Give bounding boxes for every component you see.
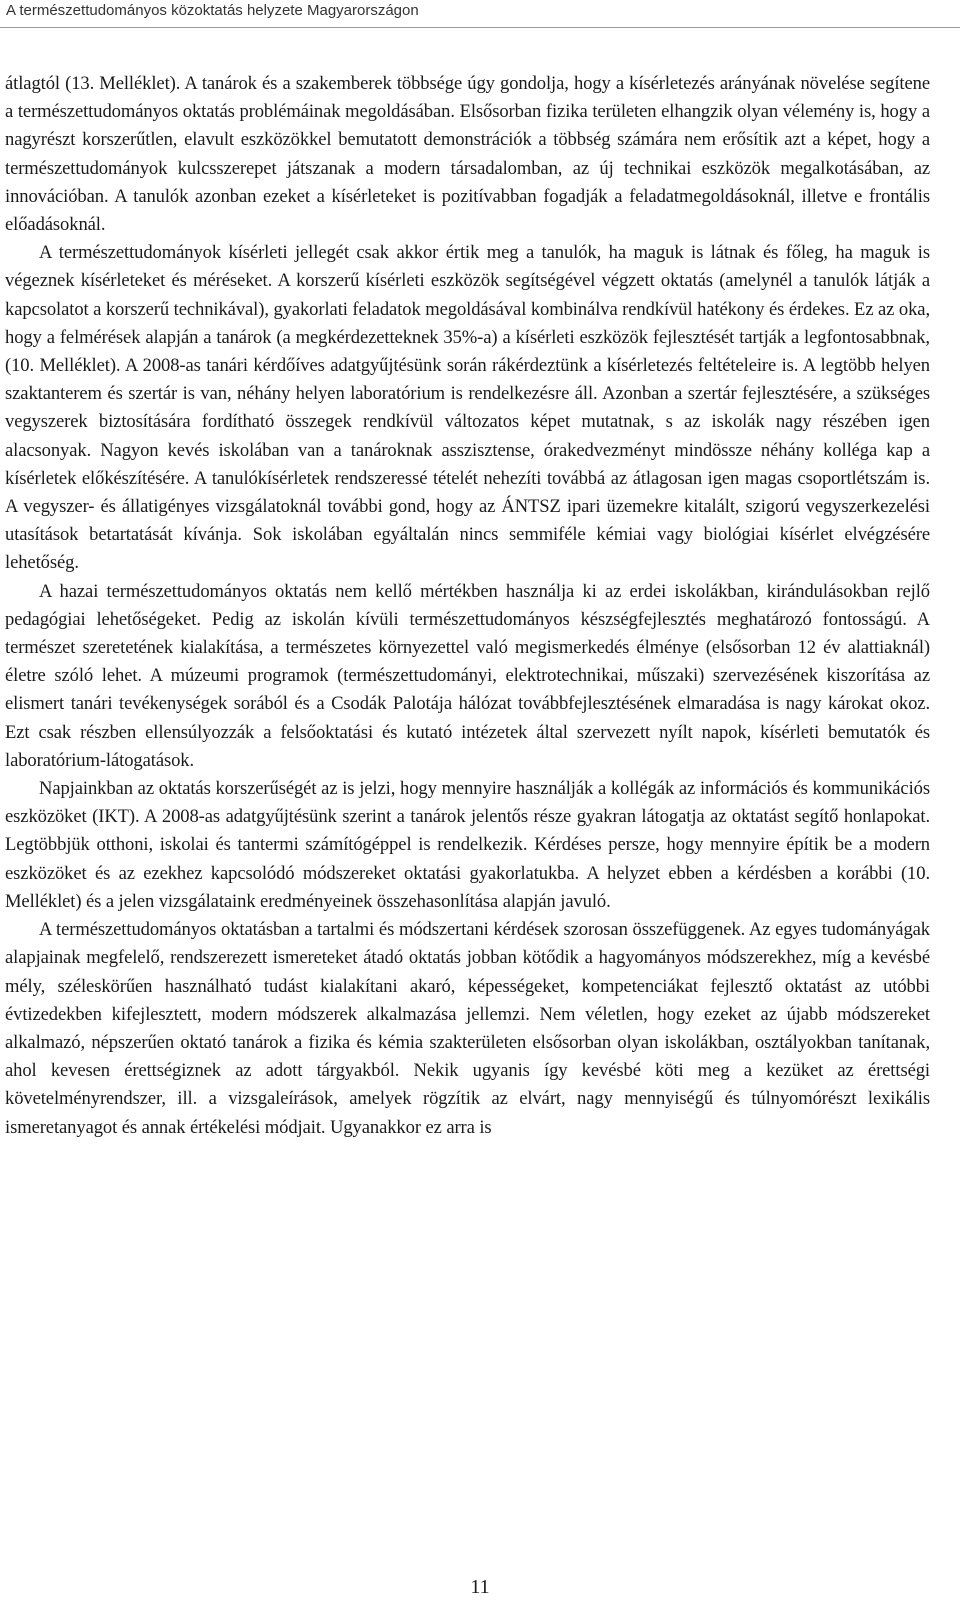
body-text [5, 70, 930, 1142]
running-header: A természettudományos közoktatás helyzete Magyarországon [6, 2, 419, 19]
paragraph-1: átlagtól (13. Melléklet). A tanárok és a szakemberek többsége úgy gondolja, hogy a kísérletezés arányának növelése segítene a természettudományos oktatás problémáinak megoldásában. Elsősorban fizika területen elhangzik olyan vélemény is, hogy a nagyrészt korszerűtlen, elavult eszközökkel bemutatott demonstrációk a többség számára nem erősítik azt a képet, hogy a természettudományok kulcsszerepet játszanak a modern társadalomban, az új technikai eszközök megalkotásában, az innovációban. A tanulók azonban ezeket a kísérleteket is pozitívabban fogadják a feladatmegoldásoknál, illetve e frontális előadásoknál. [5, 73, 930, 236]
paragraph-2: A természettudományok kísérleti jellegét csak akkor értik meg a tanulók, ha maguk is látnak és főleg, ha maguk is végeznek kísérleteket és méréseket. A korszerű kísérleti eszközök segítségével végzett oktatás (amelynél a tanulók látják a kapcsolatot a korszerű technikával), gyakorlati feladatok megoldásával kombinálva rendkívül hatékony és érdekes. Ez az oka, hogy a felmérések alapján a tanárok (a megkérdezetteknek 35%-a) a kísérleti eszközök fejlesztését tartják a legfontosabbnak, (10. Melléklet). A 2008-as tanári kérdőíves adatgyűjtésünk során rákérdeztünk a kísérletezés feltételeire is. A legtöbb helyen szaktanterem és szertár is van, néhány helyen laboratórium is rendelkezésre áll. Azonban a szertár fejlesztésére, a szükséges vegyszerek biztosítására fordítható összegek rendkívül változatos képet mutatnak, s az iskolák nagy részében igen alacsonyak. Nagyon kevés iskolában van a tanároknak asszisztense, órakedvezményt mindössze néhány kolléga kap a kísérletek előkészítésére. A tanulókísérletek rendszeressé tételét nehezíti továbbá az átlagosan igen magas csoportlétszám is. A vegyszer- és állatigényes vizsgálatoknál további gond, hogy az ÁNTSZ ipari üzemekre kitalált, szigorú vegyszerkezelési utasítások betartatását kívánja. Sok iskolában egyáltalán nincs semmiféle kémiai vagy biológiai kísérlet elvégzésére lehetőség. [5, 242, 930, 574]
header-rule [0, 27, 960, 28]
paragraph-4: Napjainkban az oktatás korszerűségét az is jelzi, hogy mennyire használják a kollégák az információs és kommunikációs eszközöket (IKT). A 2008-as adatgyűjtésünk szerint a tanárok jelentős része gyakran látogatja az oktatást segítő honlapokat. Legtöbbjük otthoni, iskolai és tantermi számítógéppel is rendelkezik. Kérdéses persze, hogy mennyire építik be a modern eszközöket és az ezekhez kapcsolódó módszereket oktatási gyakorlatukba. A helyzet ebben a kérdésben a korábbi (10. Melléklet) és a jelen vizsgálataink eredményeinek összehasonlítása alapján javuló. [5, 778, 930, 912]
paragraph-3: A hazai természettudományos oktatás nem kellő mértékben használja ki az erdei iskolákban, kirándulásokban rejlő pedagógiai lehetőségeket. Pedig az iskolán kívüli természettudományos készségfejlesztés meghatározó fontosságú. A természet szeretetének kialakítása, a természetes környezettel való megismerkedés élménye (elsősorban 12 év alattiaknál) életre szóló lehet. A múzeumi programok (természettudományi, elektrotechnikai, műszaki) szervezésének kiszorítása az elismert tanári tevékenységek sorából és a Csodák Palotája hálózat továbbfejlesztésének elmaradása is nagy károkat okoz. Ezt csak részben ellensúlyozzák a felsőoktatási és kutató intézetek által szervezett nyílt napok, kísérleti bemutatók és laboratórium-látogatások. [5, 580, 930, 771]
paragraph-5: A természettudományos oktatásban a tartalmi és módszertani kérdések szorosan összefüggenek. Az egyes tudományágak alapjainak megfelelő, rendszerezett ismereteket átadó oktatás jobban kötődik a hagyományos módszerekhez, míg a kevésbé mély, széleskörűen használható tudást kialakítani akaró, képességeket, kompetenciákat fejlesztő oktatást az utóbbi évtizedekben kifejlesztett, modern módszerek alkalmazása jellemzi. Nem véletlen, hogy ezeket az újabb módszereket alkalmazó, népszerűen oktató tanárok a fizika és kémia szakterületen elsősorban olyan iskolákban, osztályokban tanítanak, ahol kevesen érettségiznek az adott tárgyakból. Nekik ugyanis így kevésbé köti meg a kezüket az érettségi követelményrendszer, ill. a vizsgaleírások, amelyek rögzítik az elvárt, nagy mennyiségű és túlnyomórészt lexikális ismeretanyagot és annak értékelési módjait. Ugyanakkor ez arra is [5, 919, 930, 1138]
page-number: 11 [470, 1576, 490, 1598]
